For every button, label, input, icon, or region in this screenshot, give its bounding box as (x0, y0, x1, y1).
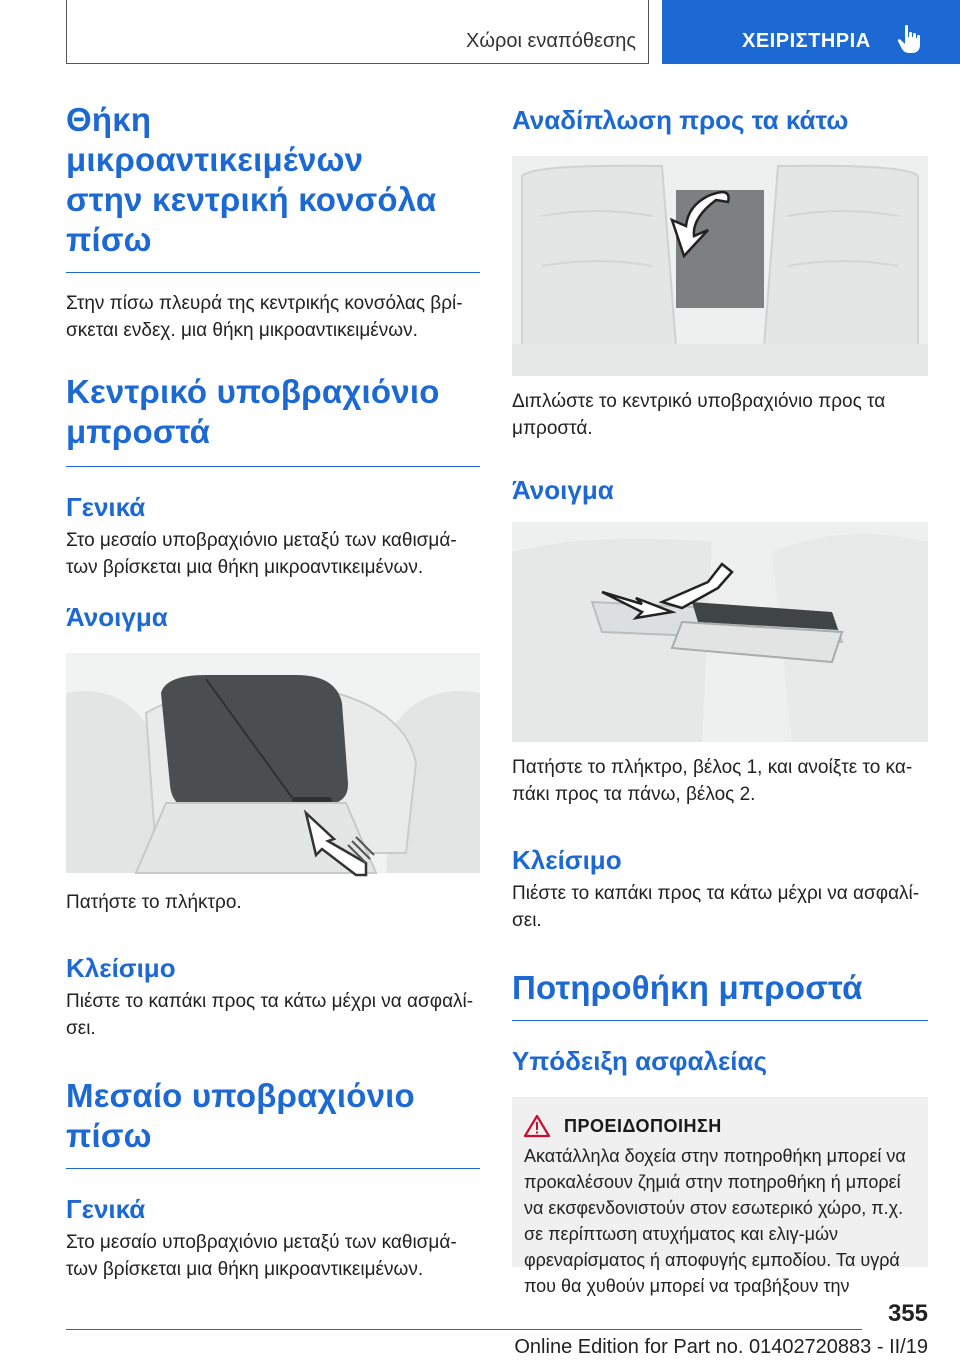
paragraph-closing-rear: Πιέστε το καπάκι προς τα κάτω μέχρι να ασφαλί-σει. (512, 883, 920, 931)
warning-title: ΠΡΟΕΙΔΟΠΟΙΗΣΗ (564, 1115, 722, 1136)
page-number: 355 (887, 1300, 928, 1327)
heading-closing-rear: Κλείσιμο (512, 845, 622, 875)
heading-safety-note: Υπόδειξη ασφαλείας (512, 1046, 768, 1076)
header-rule-mid (648, 0, 649, 64)
heading-general-2: Γενικά (66, 1194, 146, 1224)
section-title: Χώροι εναπόθεσης (466, 30, 636, 52)
rear-armrest-open-drawing (512, 522, 928, 742)
paragraph-general-2: Στο μεσαίο υποβραχιόνιο μεταξύ των καθισμά-των βρίσκεται μια θήκη μικροαντικειμένων. (66, 1232, 457, 1280)
heading-front-armrest: Κεντρικό υποβραχιόνιο μπροστά (66, 373, 440, 450)
warning-triangle-icon (524, 1115, 550, 1137)
hand-pointer-icon (896, 24, 924, 54)
footer-rule (66, 1329, 862, 1330)
heading-front-cupholder: Ποτηροθήκη μπροστά (512, 969, 863, 1006)
heading-fold-down: Αναδίπλωση προς τα κάτω (512, 105, 849, 135)
rear-armrest-open-illustration (512, 522, 928, 742)
heading-opening: Άνοιγμα (66, 602, 168, 632)
heading-rule (66, 272, 480, 273)
paragraph-closing: Πιέστε το καπάκι προς τα κάτω μέχρι να ασφαλί-σει. (66, 991, 474, 1039)
right-column (512, 100, 928, 1296)
front-armrest-illustration (66, 653, 480, 873)
warning-box (512, 1097, 928, 1296)
warning-header (524, 1115, 918, 1137)
heading-closing: Κλείσιμο (66, 953, 176, 983)
heading-rear-console-storage: Θήκη μικροαντικειμένων στην κεντρική κονσόλα πίσω (66, 101, 437, 258)
tab-controls[interactable] (662, 0, 960, 64)
edition-note: Online Edition for Part no. 01402720883 - II/19 (514, 1336, 928, 1358)
paragraph-press-button: Πατήστε το πλήκτρο. (66, 892, 242, 913)
rear-seat-fold-illustration (512, 156, 928, 376)
heading-rule (512, 1020, 928, 1021)
paragraph-rear-console-storage: Στην πίσω πλευρά της κεντρικής κονσόλας βρί-σκεται ενδεχ. μια θήκη μικροαντικειμένων. (66, 293, 463, 341)
paragraph-general: Στο μεσαίο υποβραχιόνιο μεταξύ των καθισμά-των βρίσκεται μια θήκη μικροαντικειμένων. (66, 530, 457, 578)
paragraph-opening-rear: Πατήστε το πλήκτρο, βέλος 1, και ανοίξτε το κα-πάκι προς τα πάνω, βέλος 2. (512, 757, 913, 805)
header-rule-bottom (66, 63, 649, 64)
heading-rear-armrest: Μεσαίο υποβραχιόνιο πίσω (66, 1077, 415, 1154)
heading-rule (66, 466, 480, 467)
heading-rule (66, 1168, 480, 1169)
front-armrest-drawing (66, 653, 480, 873)
rear-seat-fold-drawing (512, 156, 928, 376)
heading-opening-rear: Άνοιγμα (512, 475, 614, 505)
heading-general: Γενικά (66, 492, 146, 522)
tab-controls-label: ΧΕΙΡΙΣΤΗΡΙΑ (742, 30, 871, 52)
paragraph-fold-down: Διπλώστε το κεντρικό υποβραχιόνιο προς τα μπροστά. (512, 391, 886, 439)
warning-text: Ακατάλληλα δοχεία στην ποτηροθήκη μπορεί να προκαλέσουν ζημιά στην ποτηροθήκη ή μπορεί να εκσφενδονιστούν στον εσωτερικό χώρο, π.χ. σε περίπτωση ατυχήματος και ελιγ-μών φρεναρίσματος ή αποφυγής εμποδίου. Τα υγρά που θα χυθούν μπορεί να τραβήξουν την (524, 1146, 906, 1296)
left-column (66, 100, 480, 1283)
